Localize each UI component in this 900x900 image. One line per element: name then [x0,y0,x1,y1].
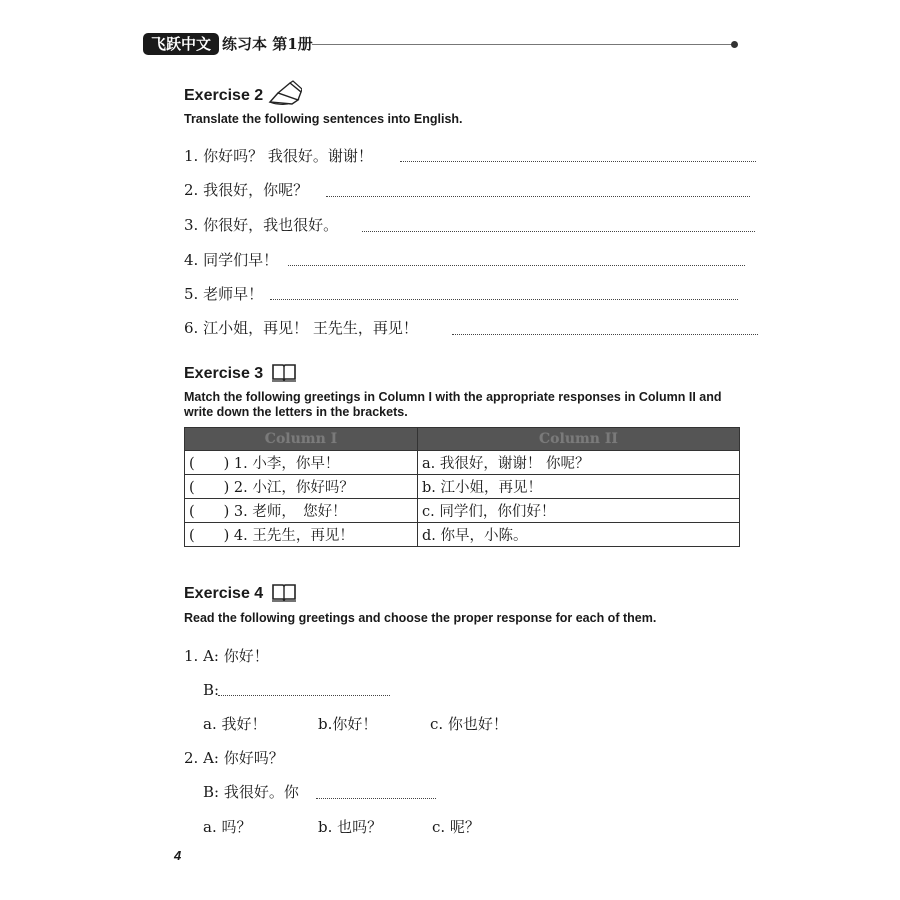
answer-line-2[interactable] [326,196,750,197]
header-dot [731,41,738,48]
response-cell: c. 同学们，你们好！ [418,499,740,523]
exercise-2-instruction: Translate the following sentences into English. [184,112,463,126]
sentence-2: 2. 我很好，你呢？ [184,181,309,199]
exercise-2-title: Exercise 2 [184,87,264,104]
sentence-5: 5. 老师早！ [184,285,264,303]
greeting-cell[interactable]: ( ) 4. 王先生，再见！ [185,523,418,547]
exercise-3-instruction-line-2: write down the letters in the brackets. [184,405,408,419]
open-book-icon [271,582,297,602]
question-2-b-prefix: B: 我很好。你 [203,783,299,801]
question-2-answer-line[interactable] [316,798,436,799]
table-row [185,523,740,547]
table-row [185,499,740,523]
question-1-option-a[interactable]: a. 我好！ [203,715,267,733]
column-2-header: Column II [418,428,740,451]
matching-table [184,427,740,547]
sentence-1: 1. 你好吗？ 我很好。谢谢！ [184,147,373,165]
workbook-title: 练习本 第1册 [222,35,313,53]
exercise-3-instruction-line-1: Match the following greetings in Column I with the appropriate responses in Column II and [184,390,722,404]
greeting-cell[interactable]: ( ) 3. 老师， 您好！ [185,499,418,523]
answer-line-4[interactable] [288,265,745,266]
answer-line-6[interactable] [452,334,758,335]
sentence-6: 6. 江小姐，再见！ 王先生，再见！ [184,319,418,337]
header-rule [312,44,734,45]
page-number: 4 [174,848,182,863]
answer-line-3[interactable] [362,231,755,232]
pencil-writing-icon [268,80,302,106]
exercise-3-title: Exercise 3 [184,365,264,382]
greeting-cell[interactable]: ( ) 2. 小江，你好吗？ [185,475,418,499]
exercise-4-title: Exercise 4 [184,585,264,602]
question-2-option-b[interactable]: b. 也吗？ [318,818,383,836]
question-1-b-prefix: B: [203,681,220,699]
table-row [185,475,740,499]
exercise-4-instruction: Read the following greetings and choose the proper response for each of them. [184,611,657,625]
sentence-4: 4. 同学们早！ [184,251,279,269]
response-cell: d. 你早，小陈。 [418,523,740,547]
question-1-option-b[interactable]: b.你好！ [318,715,378,733]
question-1-option-c[interactable]: c. 你也好！ [430,715,508,733]
greeting-cell[interactable]: ( ) 1. 小李，你早！ [185,451,418,475]
response-cell: b. 江小姐，再见！ [418,475,740,499]
answer-line-5[interactable] [270,299,738,300]
book-series-badge: 飞跃中文 [143,33,219,55]
column-1-header: Column I [185,428,418,451]
table-row [185,451,740,475]
question-1-a-line: 1. A: 你好！ [184,647,269,665]
answer-line-1[interactable] [400,161,756,162]
question-1-answer-line[interactable] [218,695,390,696]
response-cell: a. 我很好，谢谢！ 你呢？ [418,451,740,475]
question-2-a-line: 2. A: 你好吗？ [184,749,284,767]
open-book-icon [271,362,297,382]
question-2-option-a[interactable]: a. 吗？ [203,818,252,836]
question-2-option-c[interactable]: c. 呢？ [432,818,480,836]
sentence-3: 3. 你很好，我也很好。 [184,216,339,234]
